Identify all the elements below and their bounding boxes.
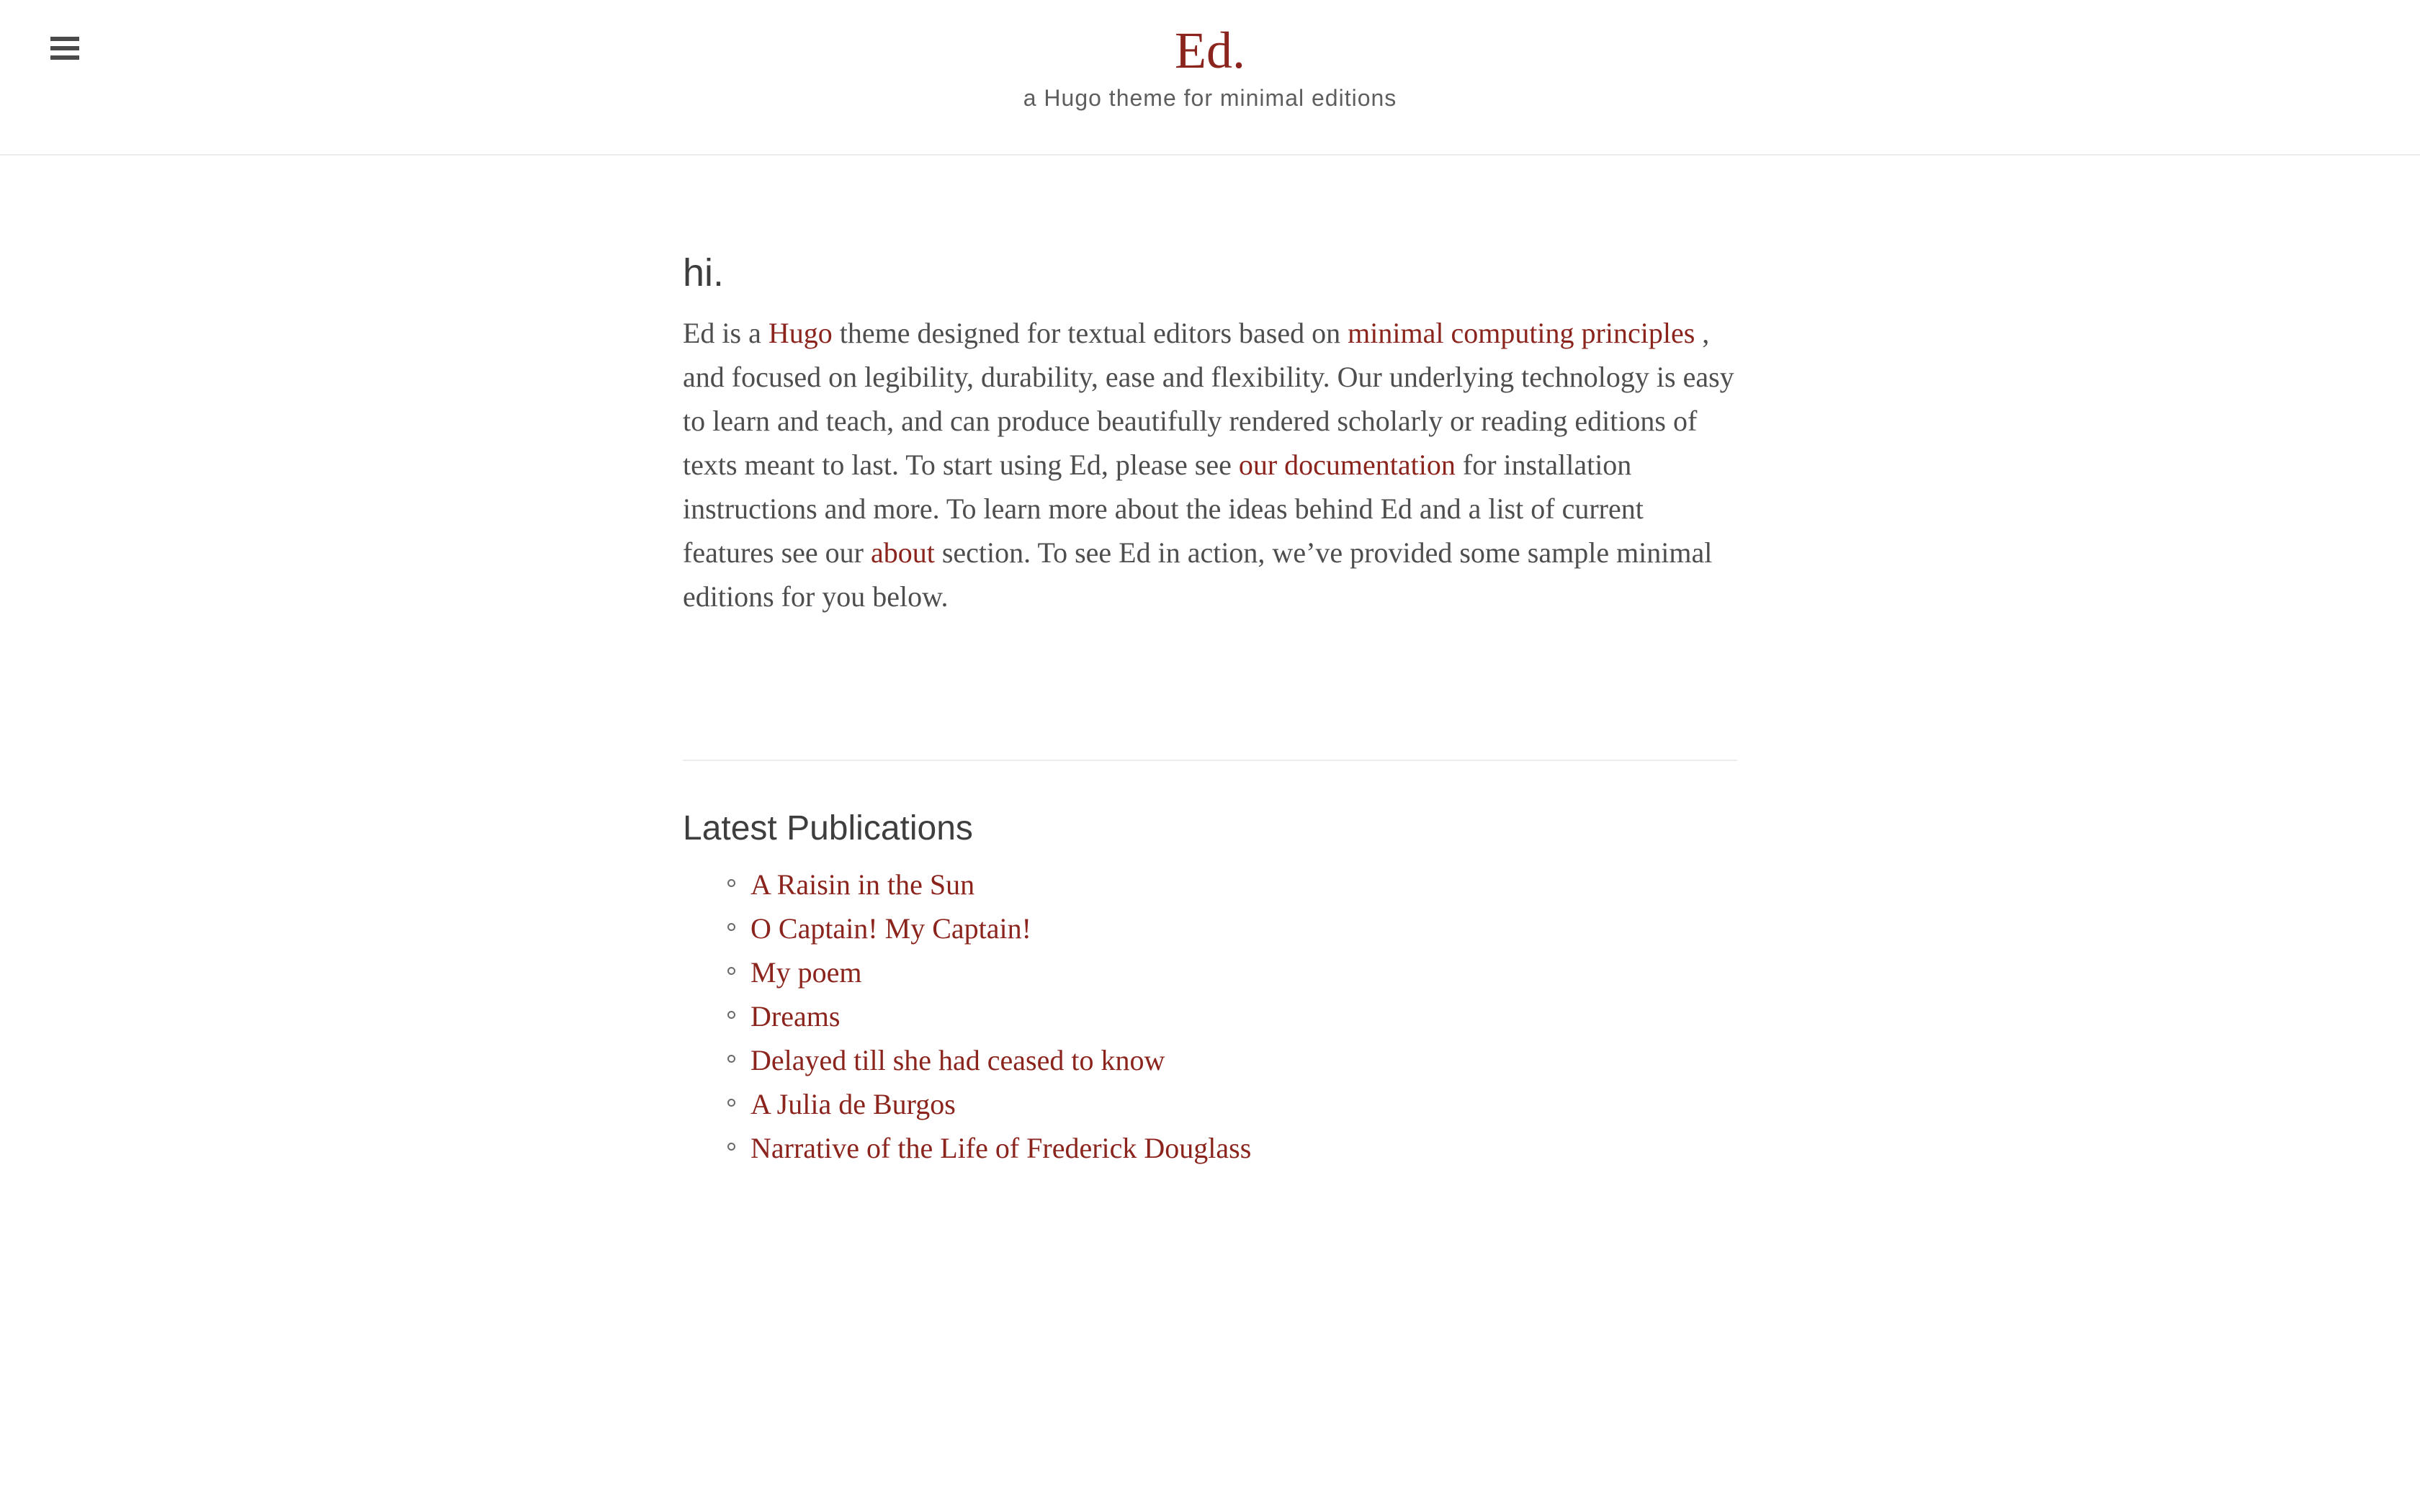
site-header <box>0 0 2420 156</box>
publications-list <box>683 863 1737 1170</box>
inline-link[interactable]: our documentation <box>1238 449 1456 482</box>
site-subtitle: a Hugo theme for minimal editions <box>1023 85 1397 111</box>
hamburger-icon <box>50 37 79 41</box>
list-item <box>750 1038 1737 1082</box>
list-item <box>750 1082 1737 1126</box>
site-title[interactable]: Ed. <box>1175 22 1245 79</box>
list-item <box>750 994 1737 1038</box>
section-divider <box>683 760 1737 761</box>
inline-link[interactable]: minimal computing principles <box>1348 317 1695 350</box>
publication-link[interactable]: O Captain! My Captain! <box>750 912 1031 945</box>
circle-bullet-icon <box>727 1099 735 1107</box>
inline-link[interactable]: Hugo <box>768 317 833 350</box>
list-item <box>750 863 1737 906</box>
publication-link[interactable]: A Julia de Burgos <box>750 1088 956 1121</box>
list-item <box>750 906 1737 950</box>
publications-heading: Latest Publications <box>683 809 973 848</box>
publication-link[interactable]: Delayed till she had ceased to know <box>750 1044 1165 1077</box>
page-heading: hi. <box>683 251 725 294</box>
publication-link[interactable]: Narrative of the Life of Frederick Douglass <box>750 1132 1252 1165</box>
publication-link[interactable]: Dreams <box>750 1000 841 1033</box>
list-item <box>750 1126 1737 1170</box>
circle-bullet-icon <box>727 1011 735 1019</box>
publication-link[interactable]: My poem <box>750 956 862 989</box>
menu-button[interactable] <box>50 37 79 60</box>
intro-paragraph: Ed is a Hugo theme designed for textual editors based on minimal computing principles , and focused on legibility, durability, ease and flexibility. Our underlying technology is easy to learn and teach, and can produce beautifully rendered scholarly or reading editions of texts meant to last. To start using Ed, please see our documentation for installation instructions and more. To learn more about the ideas behind Ed and a list of current features see our about section. To see Ed in action, we’ve provided some sample minimal editions for you below. <box>683 317 1734 613</box>
main-content <box>683 251 1737 1170</box>
circle-bullet-icon <box>727 1143 735 1151</box>
inline-link[interactable]: about <box>870 536 935 570</box>
circle-bullet-icon <box>727 967 735 975</box>
publication-link[interactable]: A Raisin in the Sun <box>750 868 975 901</box>
circle-bullet-icon <box>727 1055 735 1063</box>
circle-bullet-icon <box>727 923 735 931</box>
list-item <box>750 950 1737 994</box>
circle-bullet-icon <box>727 879 735 887</box>
